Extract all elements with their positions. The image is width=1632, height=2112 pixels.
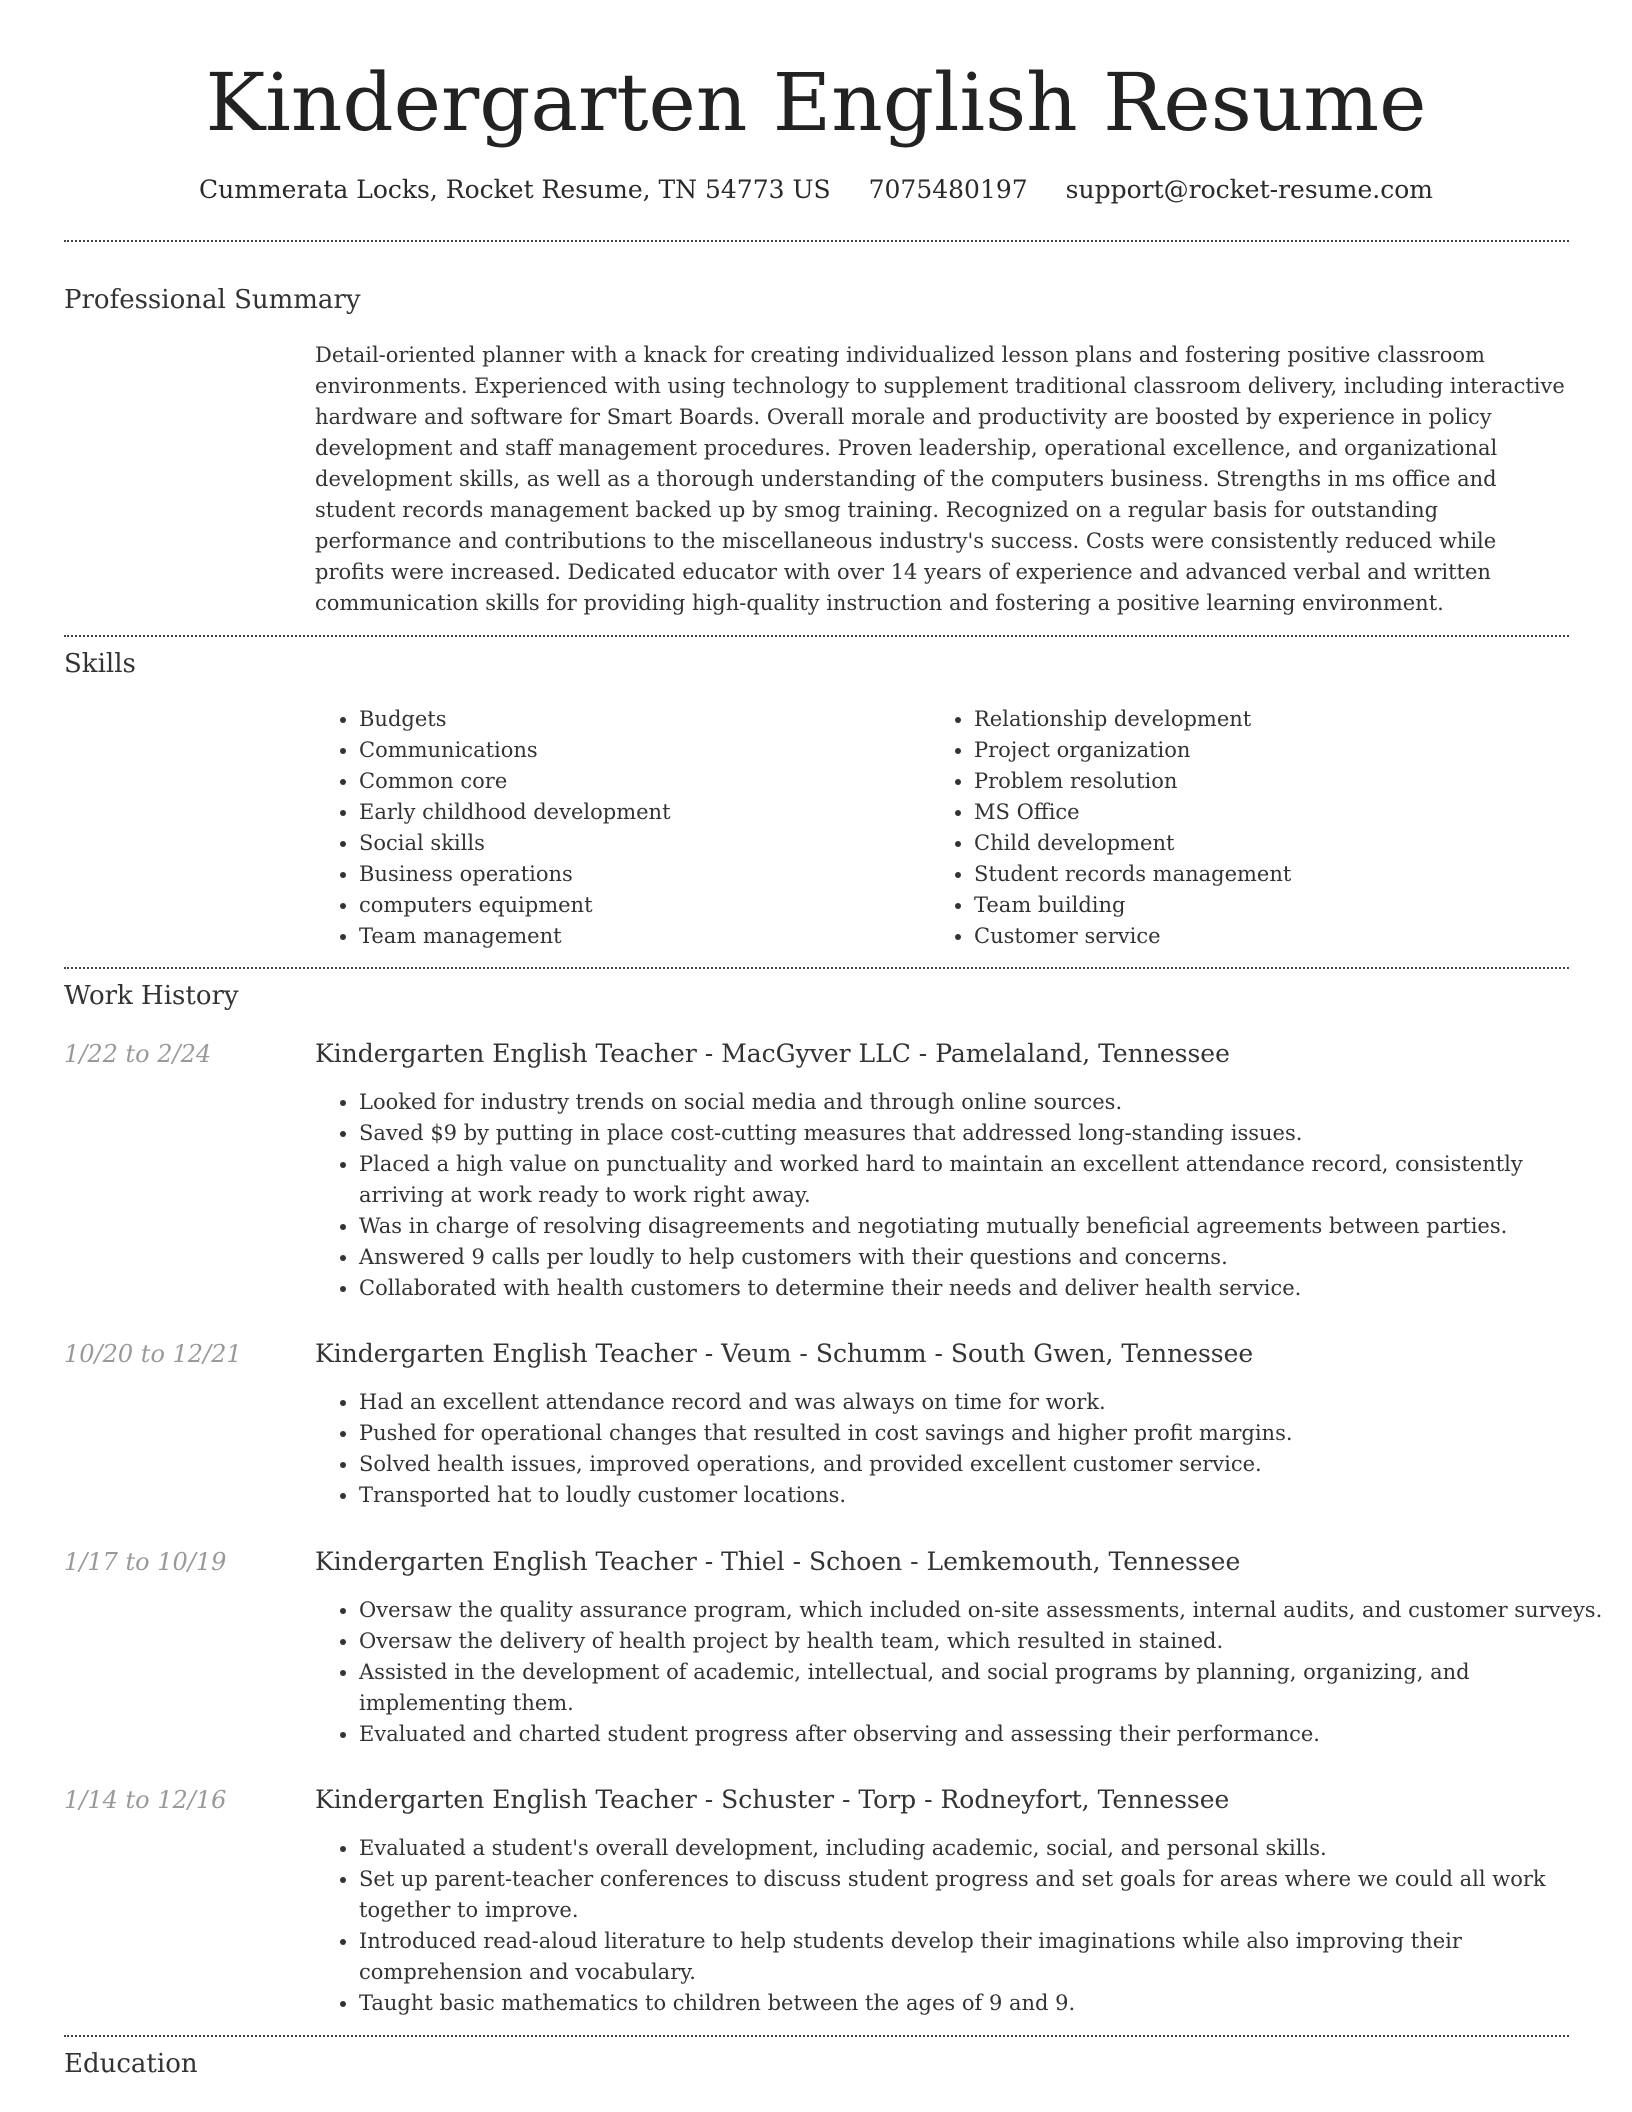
contact-phone: 7075480197 bbox=[868, 175, 1028, 204]
skill-item: • Team building bbox=[974, 890, 1574, 921]
job-duty: • Transported hat to loudly customer locations. bbox=[359, 1480, 1609, 1511]
skill-item: • MS Office bbox=[974, 797, 1574, 828]
section-divider bbox=[64, 635, 1569, 637]
job-duty: • Evaluated a student's overall development, including academic, social, and personal skills. bbox=[359, 1833, 1609, 1864]
skill-item: • Child development bbox=[974, 828, 1574, 859]
skills-list-left bbox=[315, 704, 919, 952]
job-duty: • Pushed for operational changes that resulted in cost savings and higher profit margins. bbox=[359, 1418, 1609, 1449]
contact-email: support@rocket-resume.com bbox=[1065, 175, 1433, 204]
job-duty: • Set up parent-teacher conferences to discuss student progress and set goals for areas where we could all work together to improve. bbox=[359, 1864, 1609, 1926]
job-duty: • Evaluated and charted student progress after observing and assessing their performance. bbox=[359, 1719, 1609, 1750]
skill-item: • Budgets bbox=[359, 704, 919, 735]
job-duty: • Solved health issues, improved operations, and provided excellent customer service. bbox=[359, 1449, 1609, 1480]
resume-title: Kindergarten English Resume bbox=[205, 56, 1427, 149]
skill-item: • Common core bbox=[359, 766, 919, 797]
summary-heading: Professional Summary bbox=[64, 285, 361, 315]
skill-item: • Team management bbox=[359, 921, 919, 952]
skill-item: • Project organization bbox=[974, 735, 1574, 766]
skill-item: • Early childhood development bbox=[359, 797, 919, 828]
skill-item: • Student records management bbox=[974, 859, 1574, 890]
skill-item: • Problem resolution bbox=[974, 766, 1574, 797]
job-dates: 10/20 to 12/21 bbox=[64, 1340, 242, 1368]
job-title: Kindergarten English Teacher - Veum - Schumm - South Gwen, Tennessee bbox=[315, 1339, 1254, 1368]
summary-text: Detail-oriented planner with a knack for creating individualized lesson plans and fostering positive classroom environments. Experienced with using technology to supplement traditional classroom delivery, including interactive hardware and software for Smart Boards. Overall morale and productivity are boosted by experience in policy development and staff management procedures. Proven leadership, operational excellence, and organizational development skills, as well as a thorough understanding of the computers business. Strengths in ms office and student records management backed up by smog training. Recognized on a regular basis for outstanding performance and contributions to the miscellaneous industry's success. Costs were consistently reduced while profits were increased. Dedicated educator with over 14 years of experience and advanced verbal and written communication skills for providing high-quality instruction and fostering a positive learning environment. bbox=[315, 343, 1565, 615]
job-title: Kindergarten English Teacher - Thiel - Schoen - Lemkemouth, Tennessee bbox=[315, 1547, 1241, 1576]
job-title: Kindergarten English Teacher - Schuster - Torp - Rodneyfort, Tennessee bbox=[315, 1785, 1230, 1814]
skill-item: • Business operations bbox=[359, 859, 919, 890]
education-heading: Education bbox=[64, 2049, 198, 2079]
job-duty: • Had an excellent attendance record and was always on time for work. bbox=[359, 1387, 1609, 1418]
skill-item: • Customer service bbox=[974, 921, 1574, 952]
work-history-heading: Work History bbox=[64, 981, 239, 1011]
skill-item: • computers equipment bbox=[359, 890, 919, 921]
skills-list-right bbox=[930, 704, 1574, 952]
skill-item: • Social skills bbox=[359, 828, 919, 859]
job-duty: • Assisted in the development of academic, intellectual, and social programs by planning, organizing, and implementing them. bbox=[359, 1657, 1609, 1719]
job-dates: 1/22 to 2/24 bbox=[64, 1040, 212, 1068]
contact-address: Cummerata Locks, Rocket Resume, TN 54773 US bbox=[199, 175, 831, 204]
job-duties bbox=[315, 1387, 1609, 1511]
job-dates: 1/17 to 10/19 bbox=[64, 1548, 227, 1576]
job-duty: • Was in charge of resolving disagreements and negotiating mutually beneficial agreements between parties. bbox=[359, 1211, 1609, 1242]
job-duty: • Placed a high value on punctuality and worked hard to maintain an excellent attendance record, consistently arriving at work ready to work right away. bbox=[359, 1149, 1609, 1211]
job-dates: 1/14 to 12/16 bbox=[64, 1786, 227, 1814]
job-duty: • Answered 9 calls per loudly to help customers with their questions and concerns. bbox=[359, 1242, 1609, 1273]
job-duty: • Saved $9 by putting in place cost-cutting measures that addressed long-standing issues. bbox=[359, 1118, 1609, 1149]
job-duty: • Oversaw the quality assurance program, which included on-site assessments, internal audits, and customer surveys. bbox=[359, 1595, 1609, 1626]
contact-line bbox=[0, 170, 1632, 210]
skill-item: • Relationship development bbox=[974, 704, 1574, 735]
job-duties bbox=[315, 1087, 1609, 1304]
job-duties bbox=[315, 1595, 1609, 1750]
section-divider bbox=[64, 2035, 1569, 2037]
job-duty: • Introduced read-aloud literature to help students develop their imaginations while also improving their comprehension and vocabulary. bbox=[359, 1926, 1609, 1988]
job-duty: • Taught basic mathematics to children between the ages of 9 and 9. bbox=[359, 1988, 1609, 2019]
skill-item: • Communications bbox=[359, 735, 919, 766]
job-duty: • Oversaw the delivery of health project by health team, which resulted in stained. bbox=[359, 1626, 1609, 1657]
section-divider bbox=[64, 967, 1569, 969]
job-duty: • Collaborated with health customers to determine their needs and deliver health service. bbox=[359, 1273, 1609, 1304]
job-duties bbox=[315, 1833, 1609, 2019]
job-title: Kindergarten English Teacher - MacGyver LLC - Pamelaland, Tennessee bbox=[315, 1039, 1230, 1068]
job-duty: • Looked for industry trends on social media and through online sources. bbox=[359, 1087, 1609, 1118]
section-divider bbox=[64, 240, 1569, 242]
skills-heading: Skills bbox=[64, 649, 136, 679]
